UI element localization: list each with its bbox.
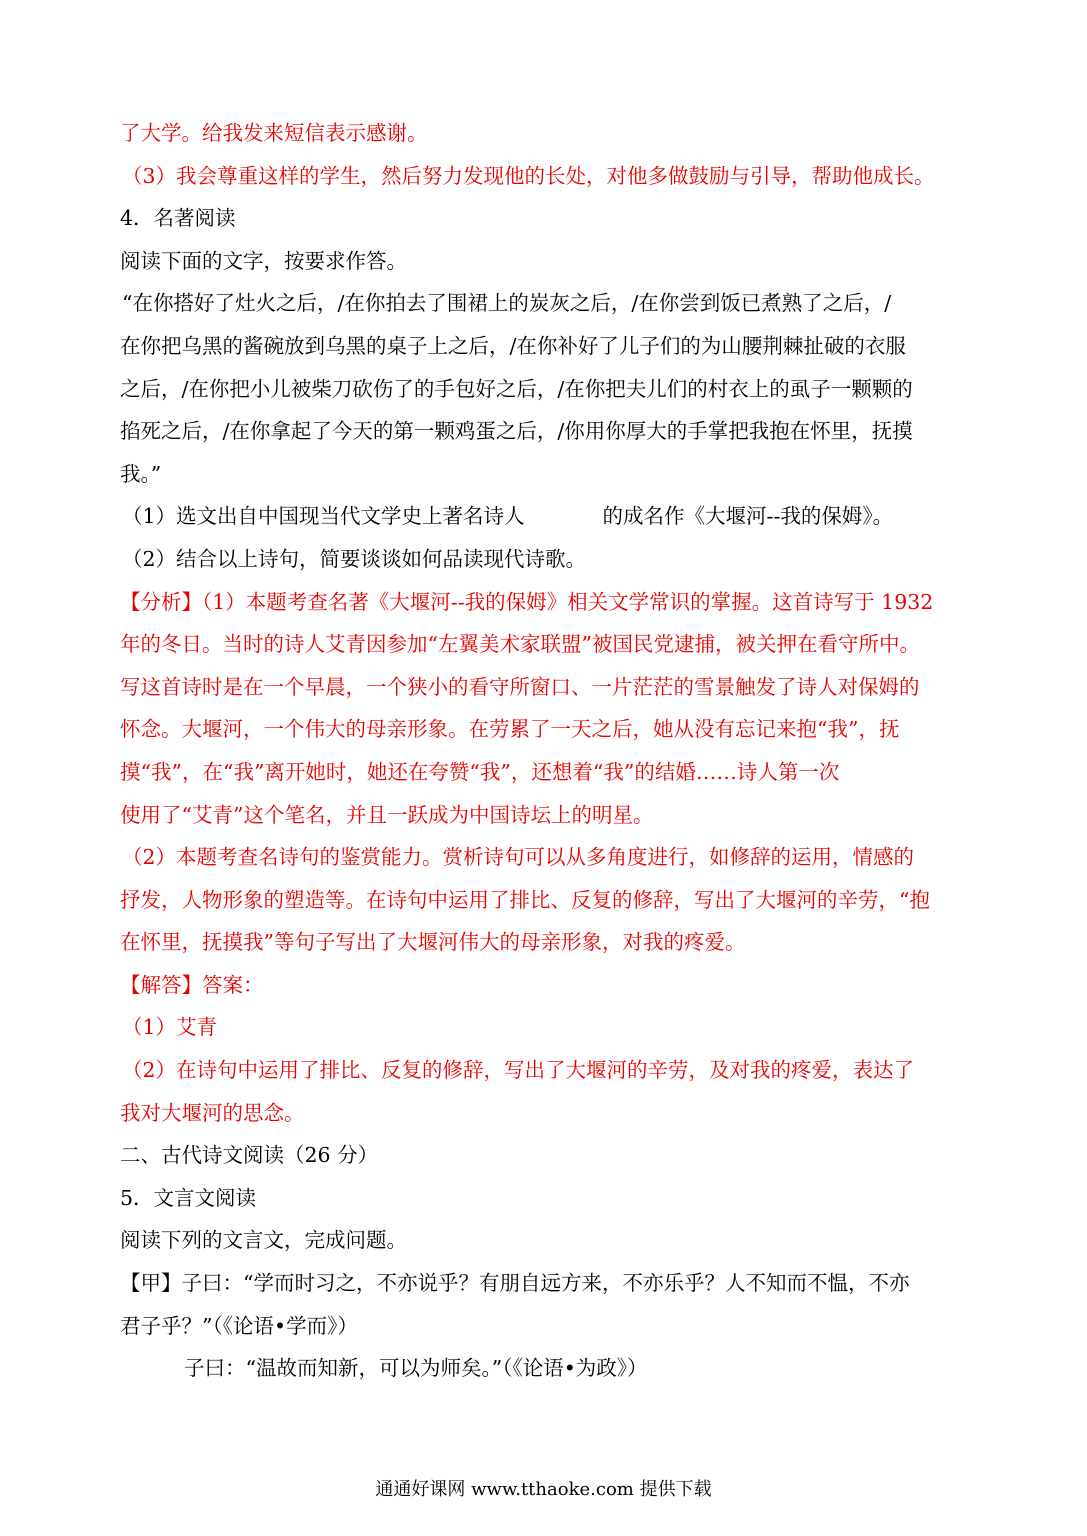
- answer-line: （2）在诗句中运用了排比、反复的修辞，写出了大堰河的辛劳，及对我的疼爱，表达了: [122, 1058, 915, 1083]
- answer-line: 了大学。给我发来短信表示感谢。: [120, 121, 428, 145]
- answer-line: （1）艾青: [122, 1015, 218, 1040]
- analysis-line: 抒发，人物形象的塑造等。在诗句中运用了排比、反复的修辞，写出了大堰河的辛劳，“抱: [120, 887, 930, 912]
- analysis-line: 写这首诗时是在一个早晨，一个狭小的看守所窗口、一片茫茫的雪景触发了诗人对保姆的: [120, 674, 920, 699]
- classical-text-line: 君子乎？”（《论语•学而》）: [120, 1313, 358, 1338]
- analysis-line: 【分析】（1）本题考查名著《大堰河--我的保姆》相关文学常识的掌握。这首诗写于 1932: [120, 589, 934, 614]
- poem-line: 在你把乌黑的酱碗放到乌黑的桌子上之后，/在你补好了儿子们的为山腰荆棘扯破的衣服: [120, 333, 906, 358]
- answer-line: （3）我会尊重这样的学生，然后努力发现他的长处，对他多做鼓励与引导，帮助他成长。: [122, 163, 935, 188]
- classical-text-line: 【甲】子曰：“学而时习之，不亦说乎？有朋自远方来，不亦乐乎？人不知而不愠，不亦: [120, 1271, 910, 1296]
- answer-line: 我对大堰河的思念。: [120, 1100, 305, 1125]
- poem-line: 我。”: [120, 461, 162, 486]
- instruction-line: 阅读下面的文字，按要求作答。: [120, 248, 407, 273]
- poem-line: 之后，/在你把小儿被柴刀砍伤了的手包好之后，/在你把夫儿们的村衣上的虱子一颗颗的: [120, 376, 913, 401]
- section-heading: 4．名著阅读: [120, 206, 236, 231]
- analysis-line: 在怀里，抚摸我”等句子写出了大堰河伟大的母亲形象，对我的疼爱。: [120, 930, 746, 955]
- analysis-line: （2）本题考查名诗句的鉴赏能力。赏析诗句可以从多角度进行，如修辞的运用，情感的: [122, 845, 915, 870]
- analysis-line: 使用了“艾青”这个笔名，并且一跃成为中国诗坛上的明星。: [120, 802, 654, 827]
- poem-line: 掐死之后，/在你拿起了今天的第一颗鸡蛋之后，/你用你厚大的手掌把我抱在怀里，抚摸: [120, 419, 913, 444]
- section-heading: 5．文言文阅读: [120, 1185, 257, 1210]
- classical-text-line: 子曰：“温故而知新，可以为师矣。”（《论语•为政》）: [184, 1356, 648, 1381]
- section-heading: 二、古代诗文阅读（26 分）: [120, 1143, 379, 1168]
- question-text: （1）选文出自中国现当代文学史上著名诗人: [122, 504, 525, 529]
- question-line: [120, 495, 972, 538]
- document-page: [120, 112, 972, 1390]
- analysis-line: 年的冬日。当时的诗人艾青因参加“左翼美术家联盟”被国民党逮捕，被关押在看守所中。: [120, 632, 920, 657]
- analysis-line: 怀念。大堰河，一个伟大的母亲形象。在劳累了一天之后，她从没有忘记来抱“我”，抚: [120, 717, 900, 742]
- poem-line: “在你搭好了灶火之后，/在你拍去了围裙上的炭灰之后，/在你尝到饭已煮熟了之后，/: [122, 291, 892, 316]
- answer-heading: 【解答】答案：: [120, 972, 264, 997]
- page-footer: 通通好课网 www.tthaoke.com 提供下载: [375, 1479, 712, 1500]
- analysis-line: 摸“我”，在“我”离开她时，她还在夸赞“我”，还想着“我”的结婚……诗人第一次: [120, 759, 840, 784]
- question-line: （2）结合以上诗句，简要谈谈如何品读现代诗歌。: [122, 546, 587, 571]
- instruction-line: 阅读下列的文言文，完成问题。: [120, 1228, 407, 1253]
- question-text: 的成名作《大堰河--我的保姆》。: [602, 504, 894, 529]
